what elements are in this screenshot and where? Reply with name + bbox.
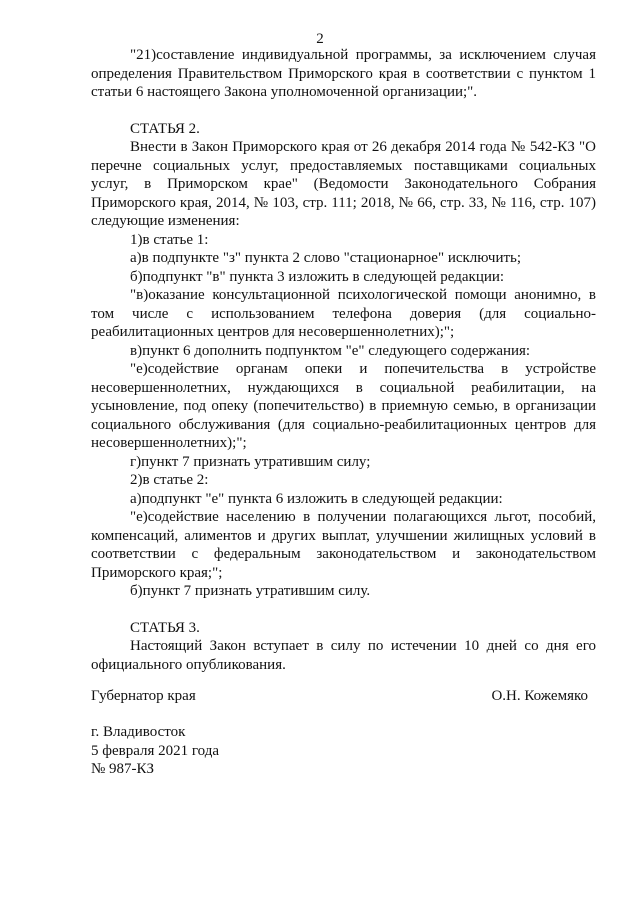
article-2-heading: СТАТЬЯ 2. [130, 120, 200, 137]
amendment-item: а)подпункт "е" пункта 6 изложить в следующей редакции: [130, 490, 503, 507]
amendment-item: б)подпункт "в" пункта 3 изложить в следующей редакции: [130, 268, 505, 285]
article-3-heading: СТАТЬЯ 3. [130, 619, 200, 636]
amendment-text: "е)содействие органам опеки и попечительства в устройстве несовершеннолетних, нуждающихся в социальной реабилитации, на усыновление, под опеку (попечительство) в приемную семью, в организации социального обслуживания (для социально-реабилитационных центров для несовершеннолетних);"; [91, 361, 596, 451]
article-3-text: Настоящий Закон вступает в силу по истечении 10 дней со дня его официального опубликования. [91, 638, 596, 673]
amendment-item: г)пункт 7 признать утратившим силу; [130, 453, 371, 470]
city: г. Владивосток [91, 724, 186, 740]
article-2-intro: Внести в Закон Приморского края от 26 декабря 2014 года № 542-КЗ "О перечне социальных услуг, предоставляемых поставщиками социальных услуг, в Приморском крае" (Ведомости Законодательного Собрания Приморского края, 2014, № 103, стр. 111; 2018, № 66, стр. 33, № 116, стр. 107) следующие изменения: [91, 139, 596, 229]
place-date-block [91, 723, 219, 779]
amendment-text: "е)содействие населению в получении полагающихся льгот, пособий, компенсаций, алиментов и других выплат, улучшении жилищных условий в соответствии с федеральным законодательством и законодательством Приморского края;"; [91, 509, 596, 581]
amendment-item: 2)в статье 2: [130, 472, 209, 488]
amendment-item: а)в подпункте "з" пункта 2 слово "стационарное" исключить; [130, 250, 522, 266]
document-body [91, 46, 596, 674]
amendment-item: б)пункт 7 признать утратившим силу. [130, 583, 371, 599]
law-number: № 987-КЗ [91, 761, 155, 777]
amendment-item: в)пункт 6 дополнить подпунктом "е" следующего содержания: [130, 342, 531, 359]
signer-name: О.Н. Кожемяко [491, 688, 588, 704]
amendment-item: 1)в статье 1: [130, 231, 209, 248]
signer-position: Губернатор края [91, 688, 196, 704]
date: 5 февраля 2021 года [91, 742, 220, 759]
paragraph-item-21: "21)составление индивидуальной программы, за исключением случая определения Правительством Приморского края в соответствии с пунктом 1 статьи 6 настоящего Закона уполномоченной организации;". [91, 47, 596, 100]
amendment-text: "в)оказание консультационной психологической помощи анонимно, в том числе с использованием телефона доверия (для социально-реабилитационных центров для несовершеннолетних);"; [91, 287, 596, 340]
page-number: 2 [316, 31, 324, 47]
